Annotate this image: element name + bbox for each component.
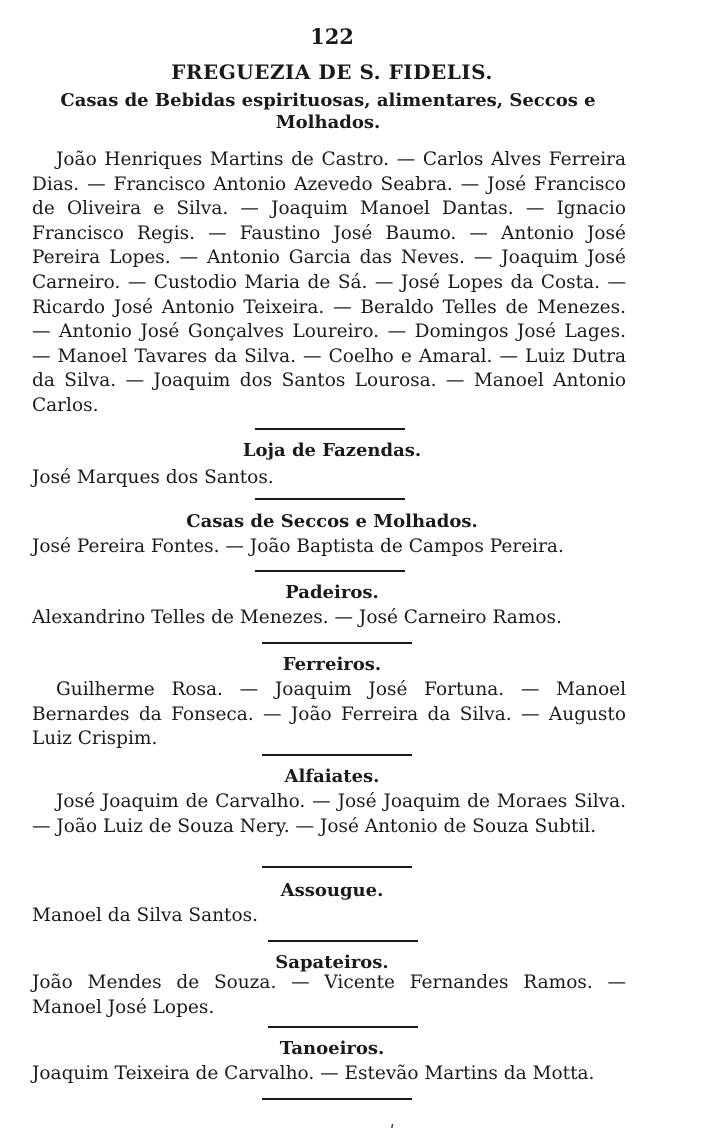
section-divider bbox=[262, 642, 412, 644]
section-divider bbox=[262, 866, 412, 868]
section-text-sapateiros: João Mendes de Souza. — Vicente Fernandes Ramos. — Manoel José Lopes. bbox=[32, 972, 626, 1018]
section-text-assougue: Manoel da Silva Santos. bbox=[32, 905, 258, 926]
section-divider bbox=[255, 570, 405, 572]
section-text-alfaiates: José Joaquim de Carvalho. — José Joaquim de Moraes Silva. — João Luiz de Souza Nery. — José Antonio de Souza Subtil. bbox=[32, 791, 626, 837]
section-text-tanoeiros: Joaquim Teixeira de Carvalho. — Estevão Martins da Motta. bbox=[32, 1063, 595, 1084]
section-heading-ferreiros: Ferreiros. bbox=[282, 654, 382, 675]
section-divider bbox=[268, 940, 418, 942]
footer-mark: ʹ bbox=[390, 1122, 395, 1141]
section-text-loja-de-fazendas: José Marques dos Santos. bbox=[32, 467, 274, 488]
section-heading-assougue: Assougue. bbox=[280, 880, 384, 901]
section-divider bbox=[255, 498, 405, 500]
section-heading-padeiros: Padeiros. bbox=[285, 582, 379, 603]
section-heading-loja-de-fazendas: Loja de Fazendas. bbox=[242, 440, 422, 461]
section-heading-sapateiros: Sapateiros. bbox=[275, 952, 389, 973]
section-heading-seccos-e-molhados: Casas de Seccos e Molhados. bbox=[186, 511, 478, 532]
section-text-ferreiros: Guilherme Rosa. — Joaquim José Fortuna. — Manoel Bernardes da Fonseca. — João Ferreira da Silva. — Augusto Luiz Crispim. bbox=[32, 679, 626, 750]
section-heading-tanoeiros: Tanoeiros. bbox=[279, 1038, 385, 1059]
section-divider bbox=[262, 1098, 412, 1100]
section-divider bbox=[255, 428, 405, 430]
section-intro-text: João Henriques Martins de Castro. — Carlos Alves Ferreira Dias. — Francisco Antonio Azevedo Seabra. — José Francisco de Oliveira e Silva. — Joaquim Manoel Dantas. — Ignacio Francisco Regis. — Faustino José Baumo. — Antonio José Pereira Lopes. — Antonio Garcia das Neves. — Joaquim José Carneiro. — Custodio Maria de Sá. — José Lopes da Costa. — Ricardo José Antonio Teixeira. — Beraldo Telles de Menezes. — Antonio José Gonçalves Loureiro. — Domingos José Lages. — Manoel Tavares da Silva. — Coelho e Amaral. — Luiz Dutra da Silva. — Joaquim dos Santos Lourosa. — Manoel Antonio Carlos. bbox=[32, 149, 626, 416]
page-title: FREGUEZIA DE S. FIDELIS. bbox=[171, 60, 493, 84]
section-text-seccos-e-molhados: José Pereira Fontes. — João Baptista de Campos Pereira. bbox=[32, 536, 564, 557]
section-divider bbox=[268, 1026, 418, 1028]
section-heading-alfaiates: Alfaiates. bbox=[284, 766, 380, 787]
section-text-padeiros: Alexandrino Telles de Menezes. — José Carneiro Ramos. bbox=[32, 607, 562, 628]
section-intro-heading: Casas de Bebidas espirituosas, alimentares, Seccos e Molhados. bbox=[60, 90, 596, 133]
section-divider bbox=[262, 754, 412, 756]
page-number: 122 bbox=[310, 24, 354, 49]
